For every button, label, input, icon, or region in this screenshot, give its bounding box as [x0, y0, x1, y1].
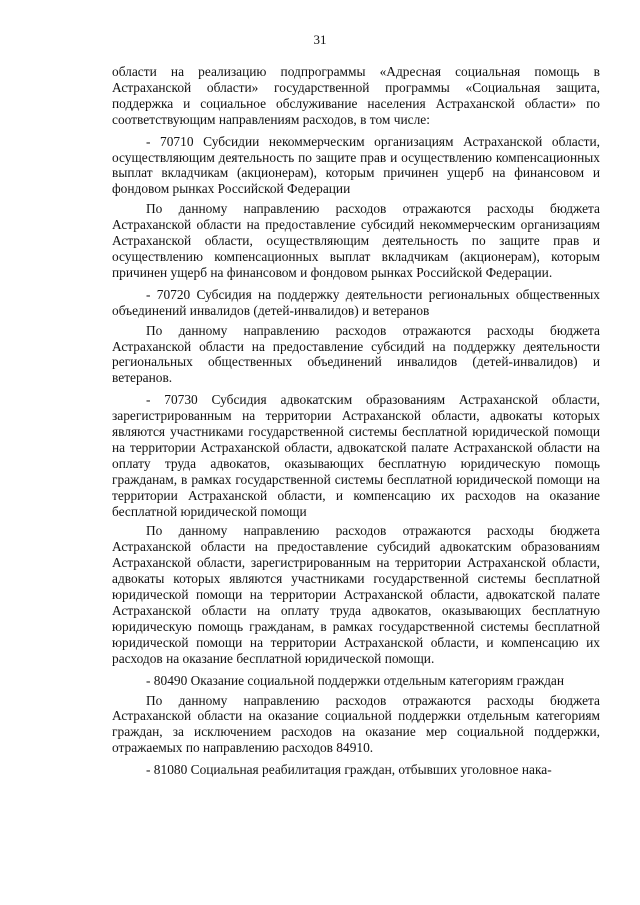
paragraph-intro: области на реализацию подпрограммы «Адресная социальная помощь в Астраханской области» государственной программы «Социальная защита, поддержка и социальное обслуживание населения Астраханской области» по соответствующим направлениям расходов, в том числе:: [112, 64, 600, 127]
paragraph-81080-title: - 81080 Социальная реабилитация граждан, отбывших уголовное нака-: [146, 762, 552, 778]
paragraph-70710-description: По данному направлению расходов отражаются расходы бюджета Астраханской области на предоставление субсидий некоммерческим организациям Астраханской области, осуществляющим деятельность по защите прав и осуществлению компенсационных выплат вкладчикам (акционерам), которым причинен ущерб на финансовом и фондовом рынках Российской Федерации.: [112, 201, 600, 280]
paragraph-70720-description: По данному направлению расходов отражаются расходы бюджета Астраханской области на предоставление субсидий на поддержку деятельности региональных общественных объединений инвалидов (детей-инвалидов) и ветеранов.: [112, 322, 600, 386]
paragraph-70730-description: По данному направлению расходов отражаются расходы бюджета Астраханской области на предоставление субсидий адвокатским образованиям Астраханской области, зарегистрированным на территории Астраханской области, адвокаты которых являются участниками государственной системы бесплатной юридической помощи на территории Астраханской области, адвокатской палате Астраханской области на оплату труда адвокатов, оказывающих бесплатную юридическую помощь гражданам, в рамках государственной системы бесплатной юридической помощи на территории Астраханской области, и компенсацию их расходов на оказание бесплатной юридической помощи.: [112, 523, 600, 666]
paragraph-70710-title: - 70710 Субсидии некоммерческим организациям Астраханской области, осуществляющим деятельность по защите прав и осуществлению компенсационных выплат вкладчикам (акционерам), которым причинен ущерб на финансовом и фондовом рынках Российской Федерации: [112, 133, 600, 197]
document-body: [112, 64, 600, 782]
paragraph-80490-description: По данному направлению расходов отражаются расходы бюджета Астраханской области на оказание социальной поддержки отдельным категориям граждан, за исключением расходов на оказание мер социальной поддержки, отражаемых по направлению расходов 84910.: [112, 692, 600, 756]
page-number: 31: [313, 32, 327, 47]
paragraph-70730-title: - 70730 Субсидия адвокатским образованиям Астраханской области, зарегистрированным на территории Астраханской области, адвокаты которых являются участниками государственной системы бесплатной юридической помощи на территории Астраханской области, адвокатской палате Астраханской области на оплату труда адвокатов, оказывающих бесплатную юридическую помощь гражданам, в рамках государственной системы бесплатной юридической помощи на территории Астраханской области, и компенсацию их расходов на оказание бесплатной юридической помощи: [112, 392, 600, 519]
paragraph-80490-title: - 80490 Оказание социальной поддержки отдельным категориям граждан: [146, 672, 565, 688]
paragraph-70720-title: - 70720 Субсидия на поддержку деятельности региональных общественных объединений инвалидов (детей-инвалидов) и ветеранов: [112, 286, 600, 318]
